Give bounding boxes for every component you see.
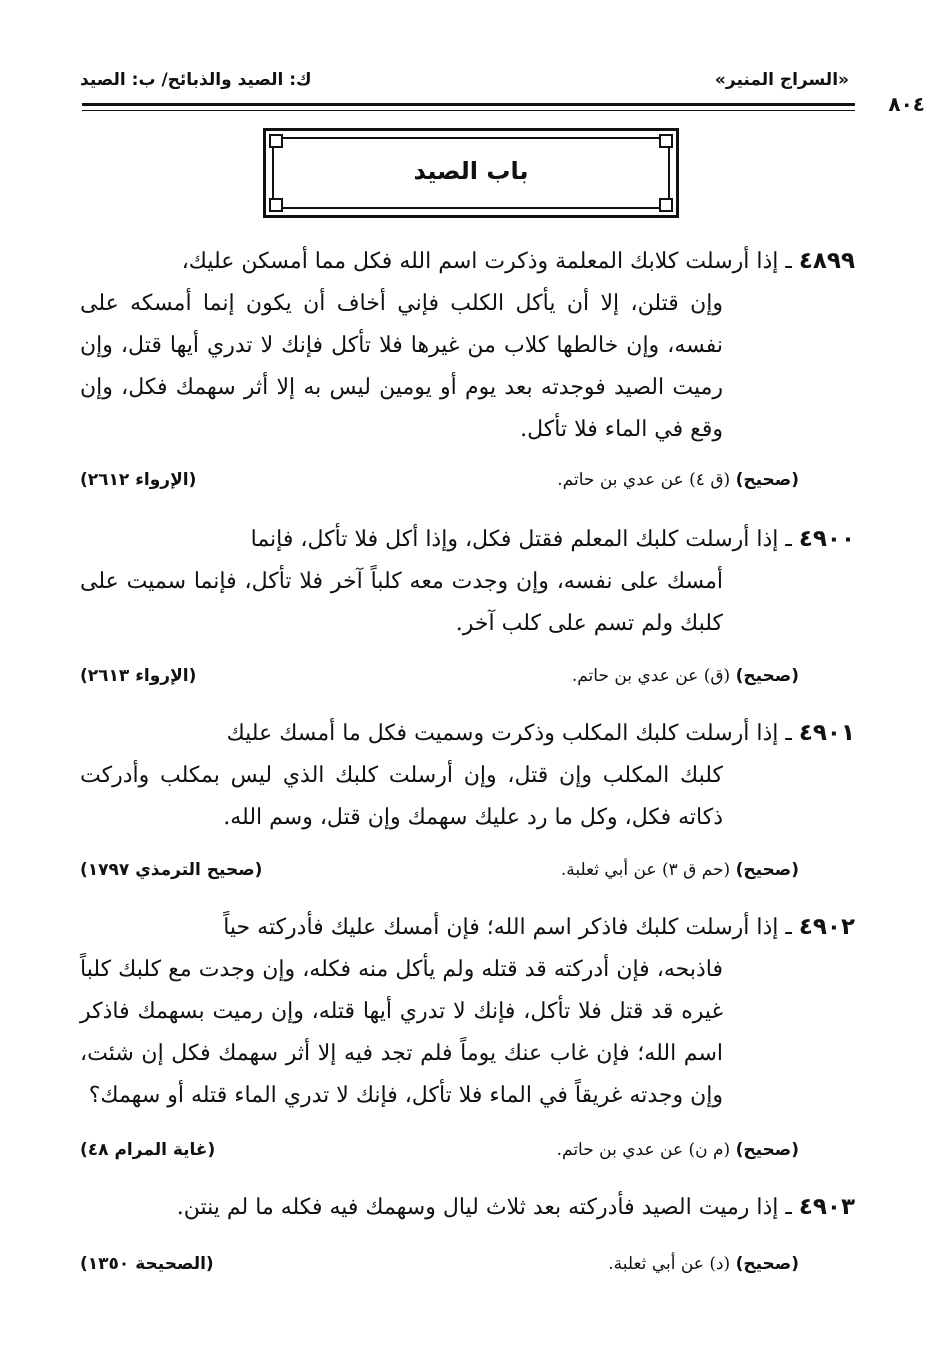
hadith-entry: [80, 906, 855, 1117]
section-title: باب الصيد: [413, 157, 529, 185]
hadith-source-line: [80, 666, 799, 692]
hadith-number: ٤٩٠٢: [798, 914, 855, 940]
hadith-first-line: [80, 906, 855, 949]
hadith-source: (د) عن أبي ثعلبة.: [608, 1254, 731, 1274]
hadith-entry: [80, 712, 855, 839]
hadith-text-rest: وإن قتلن، إلا أن يأكل الكلب فإني أخاف أن يكون إنما أمسكه على نفسه، وإن خالطها كلاب من غيرها فلا تأكل فإنك لا تدري أيها قتل، وإن رميت الصيد فوجدته بعد يوم أو يومين ليس به إلا أثر سهمك فكل، وإن وقع في الماء فلا تأكل.: [80, 291, 723, 442]
hadith-text-rest: كلبك المكلب وإن قتل، وإن أرسلت كلبك الذي ليس بمكلب وأدركت ذكاته فكل، وكل ما رد عليك سهمك وإن قتل، وسم الله.: [80, 763, 723, 830]
hadith-grade: (صحيح): [735, 666, 799, 686]
frame-corner: [659, 198, 673, 212]
hadith-entry: [80, 1186, 855, 1229]
hadith-reference: (الإرواء ٢٦١٢): [80, 470, 197, 490]
running-header-book-title: «السراج المنير»: [714, 70, 849, 90]
header-rule-thick: [82, 103, 855, 106]
hadith-source-line: [80, 1254, 799, 1280]
hadith-first-line: [80, 240, 855, 283]
hadith-reference: (الإرواء ٢٦١٣): [80, 666, 197, 686]
hadith-source: (حم ق ٣) عن أبي ثعلبة.: [560, 860, 731, 880]
hadith-number: ٤٩٠٠: [798, 526, 855, 552]
page-number: ٨٠٤: [888, 92, 925, 116]
hadith-number: ٤٩٠١: [798, 720, 855, 746]
hadith-grade: (صحيح): [735, 1254, 799, 1274]
hadith-source: (ق ٤) عن عدي بن حاتم.: [557, 470, 731, 490]
dash: ـ: [778, 721, 792, 746]
hadith-source: (م ن) عن عدي بن حاتم.: [556, 1140, 731, 1160]
hadith-reference: (صحيح الترمذي ١٧٩٧): [80, 860, 263, 880]
hadith-reference: (غاية المرام ٤٨): [80, 1140, 216, 1160]
header-rule-thin: [82, 110, 855, 111]
hadith-text-first: إذا رميت الصيد فأدركته بعد ثلاث ليال وسهمك فيه فكله ما لم ينتن.: [176, 1195, 779, 1220]
dash: ـ: [778, 527, 792, 552]
hadith-grade: (صحيح): [735, 1140, 799, 1160]
hadith-source-line: [80, 860, 799, 886]
hadith-first-line: [80, 712, 855, 755]
hadith-source-line: [80, 1140, 799, 1166]
hadith-entry: [80, 518, 855, 645]
frame-corner: [269, 134, 283, 148]
hadith-number: ٤٨٩٩: [798, 248, 855, 274]
hadith-number: ٤٩٠٣: [798, 1194, 855, 1220]
section-title-frame: [263, 128, 679, 218]
hadith-source: (ق) عن عدي بن حاتم.: [571, 666, 731, 686]
hadith-text-first: إذا أرسلت كلبك المعلم فقتل فكل، وإذا أكل فلا تأكل، فإنما: [250, 527, 779, 552]
frame-corner: [269, 198, 283, 212]
dash: ـ: [778, 249, 792, 274]
hadith-text-rest: أمسك على نفسه، وإن وجدت معه كلباً آخر فلا تأكل، فإنما سميت على كلبك ولم تسم على كلب آخر.: [80, 569, 723, 636]
dash: ـ: [778, 915, 792, 940]
running-header-chapter: ك: الصيد والذبائح/ ب: الصيد: [80, 70, 312, 90]
hadith-text-rest: فاذبحه، فإن أدركته قد قتله ولم يأكل منه فكله، وإن وجدت مع كلبك كلباً غيره قد قتل فلا تأكل، فإنك لا تدري أيها قتله، وإن رميت بسهمك فاذكر اسم الله؛ فإن غاب عنك يوماً فلم تجد فيه إلا أثر سهمك فكل إن شئت، وإن وجدته غريقاً في الماء فلا تأكل، فإنك لا تدري الماء قتله أو سهمك؟: [80, 957, 723, 1108]
hadith-first-line: [80, 1186, 855, 1229]
hadith-grade: (صحيح): [735, 470, 799, 490]
hadith-first-line: [80, 518, 855, 561]
hadith-text-first: إذا أرسلت كلبك المكلب وذكرت وسميت فكل ما أمسك عليك: [226, 721, 779, 746]
hadith-entry: [80, 240, 855, 451]
hadith-text-first: إذا أرسلت كلابك المعلمة وذكرت اسم الله فكل مما أمسكن عليك،: [181, 249, 779, 274]
hadith-grade: (صحيح): [735, 860, 799, 880]
hadith-text-first: إذا أرسلت كلبك فاذكر اسم الله؛ فإن أمسك عليك فأدركته حياً: [223, 915, 779, 940]
hadith-source-line: [80, 470, 799, 496]
hadith-reference: (الصحيحة ١٣٥٠): [80, 1254, 214, 1274]
dash: ـ: [778, 1195, 792, 1220]
frame-corner: [659, 134, 673, 148]
